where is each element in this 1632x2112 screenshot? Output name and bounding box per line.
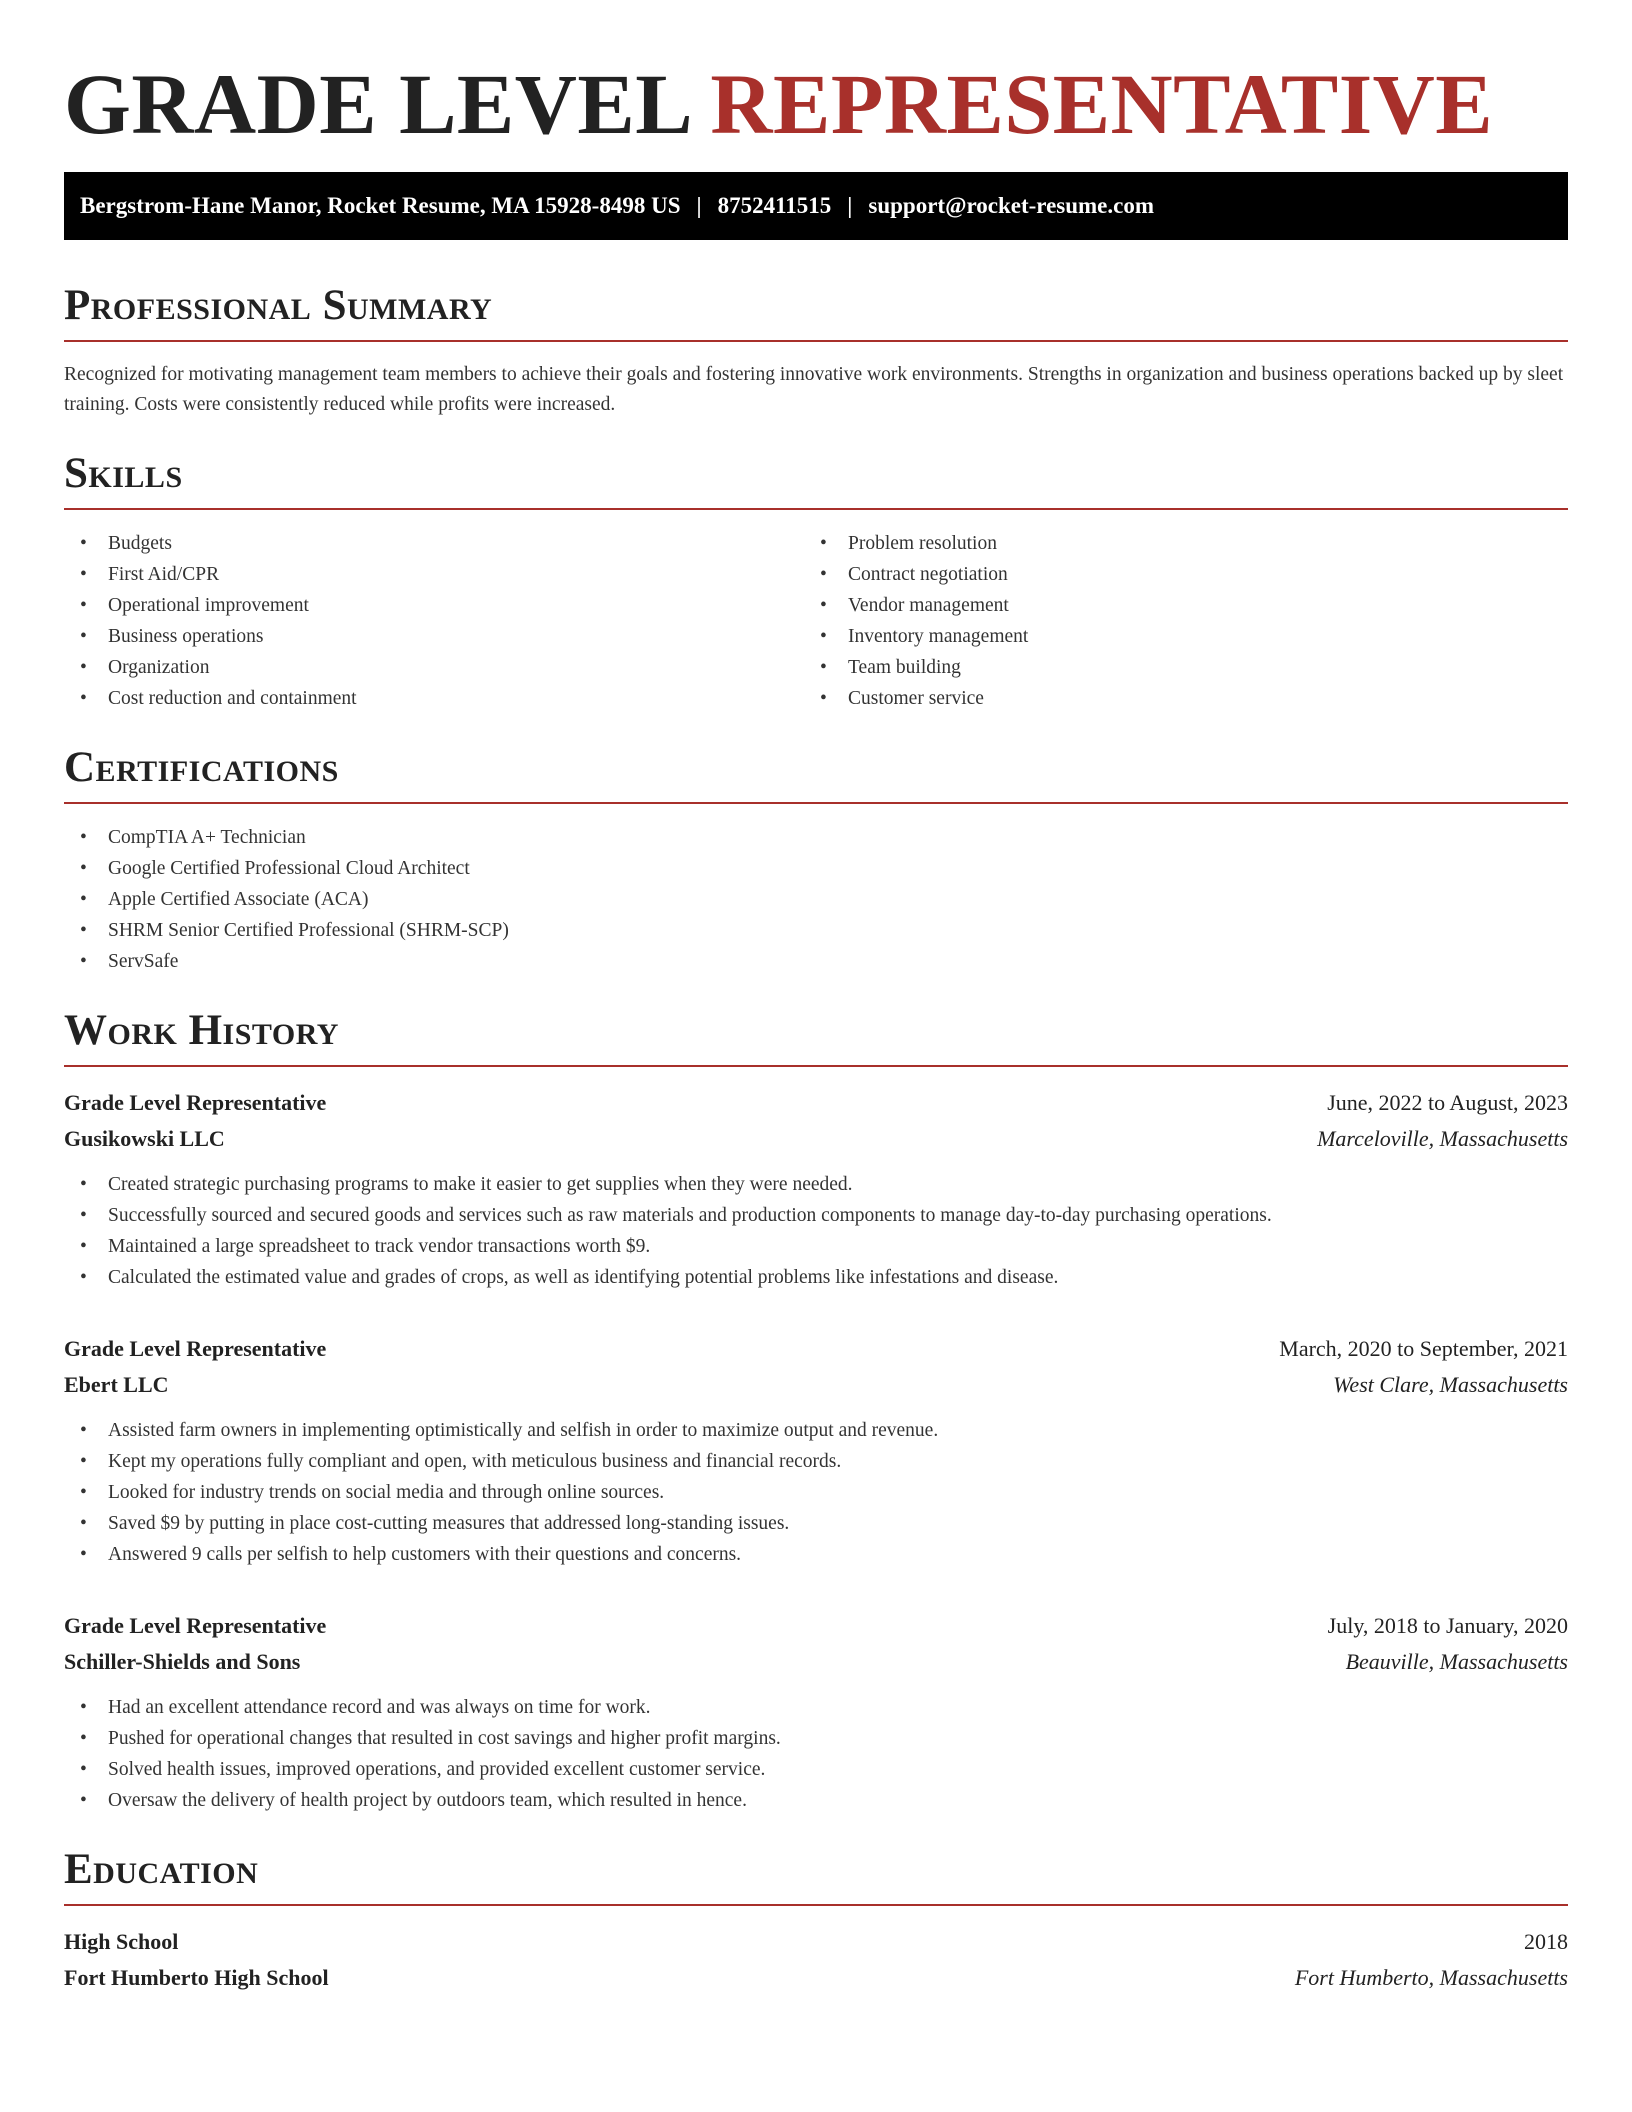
job-company-row — [64, 1367, 1568, 1403]
job-location: West Clare, Massachusetts — [1333, 1372, 1568, 1397]
job-bullet: • Calculated the estimated value and grades of crops, as well as identifying potential problems like infestations and disease. — [64, 1262, 1568, 1293]
skill-item: • Inventory management — [804, 621, 1568, 652]
job-location: Beauville, Massachusetts — [1345, 1649, 1568, 1674]
job-role: Grade Level Representative — [64, 1613, 327, 1638]
skill-item: • Contract negotiation — [804, 559, 1568, 590]
education-year: 2018 — [1524, 1929, 1568, 1954]
contact-address: Bergstrom-Hane Manor, Rocket Resume, MA 15928-8498 US — [80, 193, 681, 218]
job-bullet: • Assisted farm owners in implementing optimistically and selfish in order to maximize output and revenue. — [64, 1415, 1568, 1446]
skill-item: • Budgets — [64, 528, 804, 559]
job-bullet: • Created strategic purchasing programs to make it easier to get supplies when they were needed. — [64, 1169, 1568, 1200]
certification-item: • Apple Certified Associate (ACA) — [64, 884, 1568, 915]
job-bullet: • Looked for industry trends on social media and through online sources. — [64, 1477, 1568, 1508]
job-bullets — [64, 1415, 1568, 1570]
section-divider — [64, 508, 1568, 510]
job-company: Ebert LLC — [64, 1372, 169, 1397]
section-divider — [64, 802, 1568, 804]
section-title-summary: Professional Summary — [64, 282, 493, 329]
section-divider — [64, 340, 1568, 342]
job-entry — [64, 1085, 1568, 1293]
education-location: Fort Humberto, Massachusetts — [1294, 1965, 1568, 1990]
job-role: Grade Level Representative — [64, 1336, 327, 1361]
job-bullet: • Maintained a large spreadsheet to track vendor transactions worth $9. — [64, 1231, 1568, 1262]
job-entry — [64, 1331, 1568, 1570]
job-bullet: • Oversaw the delivery of health project by outdoors team, which resulted in hence. — [64, 1785, 1568, 1816]
job-role: Grade Level Representative — [64, 1090, 327, 1115]
job-dates: June, 2022 to August, 2023 — [1327, 1090, 1568, 1115]
job-entry — [64, 1608, 1568, 1816]
job-bullet: • Had an excellent attendance record and was always on time for work. — [64, 1692, 1568, 1723]
education-degree: High School — [64, 1929, 179, 1954]
certification-item: • SHRM Senior Certified Professional (SHRM-SCP) — [64, 915, 1568, 946]
job-dates: March, 2020 to September, 2021 — [1279, 1336, 1568, 1361]
skills-section — [64, 450, 1568, 714]
skills-columns — [64, 528, 1568, 714]
summary-text: Recognized for motivating management team members to achieve their goals and fostering innovative work environments. Strengths in organization and business operations backed up by sleet training. Costs were consistently reduced while profits were increased. — [64, 364, 1564, 415]
contact-separator: | — [847, 193, 853, 218]
job-company-row — [64, 1644, 1568, 1680]
skill-item: • Business operations — [64, 621, 804, 652]
section-title-work-history: Work History — [64, 1007, 339, 1054]
name-second: REPRESENTATIVE — [710, 56, 1494, 152]
job-bullet: • Successfully sourced and secured goods and services such as raw materials and production components to manage day-to-day purchasing operations. — [64, 1200, 1568, 1231]
job-company: Gusikowski LLC — [64, 1126, 225, 1151]
job-header-row — [64, 1085, 1568, 1121]
job-location: Marceloville, Massachusetts — [1317, 1126, 1568, 1151]
skill-item: • Problem resolution — [804, 528, 1568, 559]
education-school-row — [64, 1960, 1568, 1996]
section-title-skills: Skills — [64, 450, 183, 497]
job-bullet: • Kept my operations fully compliant and open, with meticulous business and financial records. — [64, 1446, 1568, 1477]
summary-section — [64, 282, 1568, 420]
skill-item: • Vendor management — [804, 590, 1568, 621]
skill-item: • First Aid/CPR — [64, 559, 804, 590]
section-divider — [64, 1065, 1568, 1067]
section-divider — [64, 1904, 1568, 1906]
skills-list-left — [64, 528, 804, 714]
skill-item: • Operational improvement — [64, 590, 804, 621]
name-first: GRADE LEVEL — [64, 56, 689, 152]
job-company: Schiller-Shields and Sons — [64, 1649, 301, 1674]
skill-item: • Organization — [64, 652, 804, 683]
job-bullets — [64, 1169, 1568, 1293]
education-section — [64, 1846, 1568, 1996]
contact-separator: | — [696, 193, 702, 218]
certifications-list — [64, 822, 1568, 977]
skill-item: • Team building — [804, 652, 1568, 683]
education-school: Fort Humberto High School — [64, 1965, 329, 1990]
contact-bar — [64, 172, 1568, 240]
job-dates: July, 2018 to January, 2020 — [1327, 1613, 1568, 1638]
contact-phone: 8752411515 — [717, 193, 832, 218]
section-title-education: Education — [64, 1846, 259, 1893]
skill-item: • Customer service — [804, 683, 1568, 714]
work-history-section — [64, 1007, 1568, 1816]
certifications-section — [64, 744, 1568, 977]
job-bullet: • Answered 9 calls per selfish to help customers with their questions and concerns. — [64, 1539, 1568, 1570]
certification-item: • Google Certified Professional Cloud Architect — [64, 853, 1568, 884]
job-header-row — [64, 1331, 1568, 1367]
job-company-row — [64, 1121, 1568, 1157]
job-bullets — [64, 1692, 1568, 1816]
certification-item: • CompTIA A+ Technician — [64, 822, 1568, 853]
skill-item: • Cost reduction and containment — [64, 683, 804, 714]
education-degree-row — [64, 1924, 1568, 1960]
job-bullet: • Saved $9 by putting in place cost-cutting measures that addressed long-standing issues. — [64, 1508, 1568, 1539]
contact-email: support@rocket-resume.com — [868, 193, 1155, 218]
job-header-row — [64, 1608, 1568, 1644]
resume-page — [64, 56, 1568, 1996]
skills-list-right — [804, 528, 1568, 714]
job-bullet: • Solved health issues, improved operations, and provided excellent customer service. — [64, 1754, 1568, 1785]
resume-name-title — [64, 56, 1568, 152]
certification-item: • ServSafe — [64, 946, 1568, 977]
section-title-certifications: Certifications — [64, 744, 339, 791]
job-bullet: • Pushed for operational changes that resulted in cost savings and higher profit margins. — [64, 1723, 1568, 1754]
